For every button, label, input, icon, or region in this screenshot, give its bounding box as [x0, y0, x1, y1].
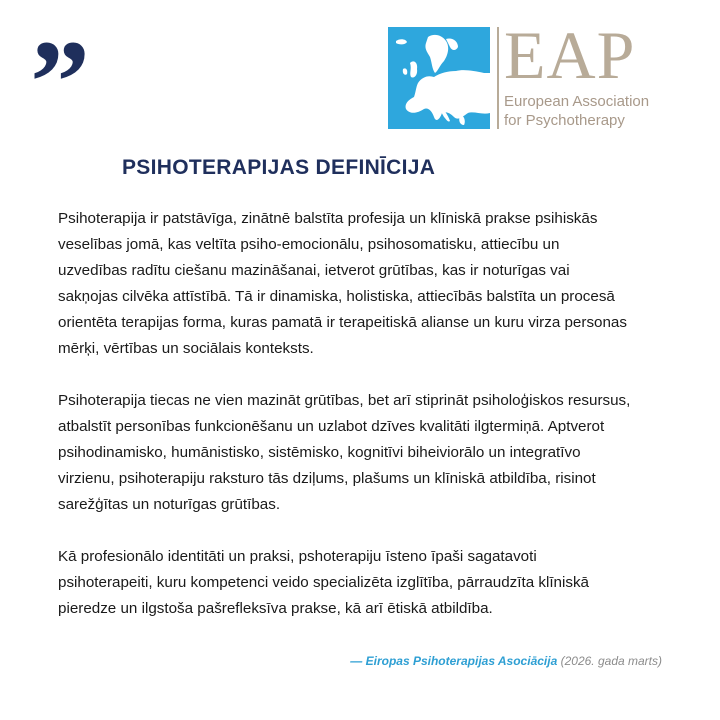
paragraph-3 [58, 544, 698, 622]
eap-logo [388, 17, 650, 129]
signature-author: — Eiropas Psihoterapijas Asociācija [350, 654, 558, 668]
paragraph-line: Kā profesionālo identitāti un praksi, pshoterapiju īsteno īpaši sagatavoti [58, 548, 537, 565]
page-title: PSIHOTERAPIJAS DEFINĪCIJA [122, 156, 436, 179]
paragraph-2 [58, 388, 698, 518]
europe-map-icon [388, 27, 490, 129]
paragraph-line: Psihoterapija tiecas ne vien mazināt grūtības, bet arī stiprināt psiholoģiskos resursus, [58, 392, 631, 409]
paragraph-line: psihodinamisko, humānistisko, sistēmisko, kognitīvi biheiviorālo un integratīvo [58, 444, 581, 461]
paragraph-1 [58, 206, 698, 362]
paragraph-line: veselības jomā, kas veltīta psiho-emocionālu, psihosomatisku, attiecību un [58, 236, 560, 253]
paragraph-line: sarežģītas un noturīgas grūtības. [58, 496, 281, 513]
paragraph-line: pieredze un ilgstoša pašrefleksīva prakse, kā arī ētiskā atbildība. [58, 600, 493, 617]
signature-date: (2026. gada marts) [560, 654, 662, 668]
paragraph-line: uzvedības radītu ciešanu mazināšanai, ietverot grūtības, kas ir noturīgas vai [58, 262, 570, 279]
paragraph-line: sakņojas cilvēka attīstībā. Tā ir dinamiska, holistiska, attiecībās balstīta un procesā [58, 288, 615, 305]
logo-divider [497, 27, 499, 129]
paragraph-line: psihoterapeiti, kuru kompetenci veido specializēta izglītība, pārraudzīta klīniskā [58, 574, 589, 591]
logo-subtitle [504, 92, 649, 130]
definition-body [58, 206, 698, 648]
logo-acronym: EAP [504, 17, 636, 93]
paragraph-line: virzienu, psihoterapiju raksturo tās dziļums, plašums un klīniskā atbildība, risinot [58, 470, 596, 487]
paragraph-line: orientēta terapijas forma, kuras pamatā ir terapeitiskā alianse un kuru virza personas [58, 314, 627, 331]
logo-subtitle-line-2: for Psychotherapy [504, 112, 625, 129]
signature [350, 654, 662, 668]
logo-subtitle-line-1: European Association [504, 93, 650, 110]
paragraph-line: mērķi, vērtības un sociālais konteksts. [58, 340, 314, 357]
paragraph-line: Psihoterapija ir patstāvīga, zinātnē balstīta profesija un klīniskā prakse psihiskās [58, 210, 598, 227]
paragraph-line: atbalstīt personības funkcionēšanu un uzlabot dzīves kvalitāti ilgtermiņā. Aptverot [58, 418, 605, 435]
quote-mark: ” [30, 15, 90, 148]
